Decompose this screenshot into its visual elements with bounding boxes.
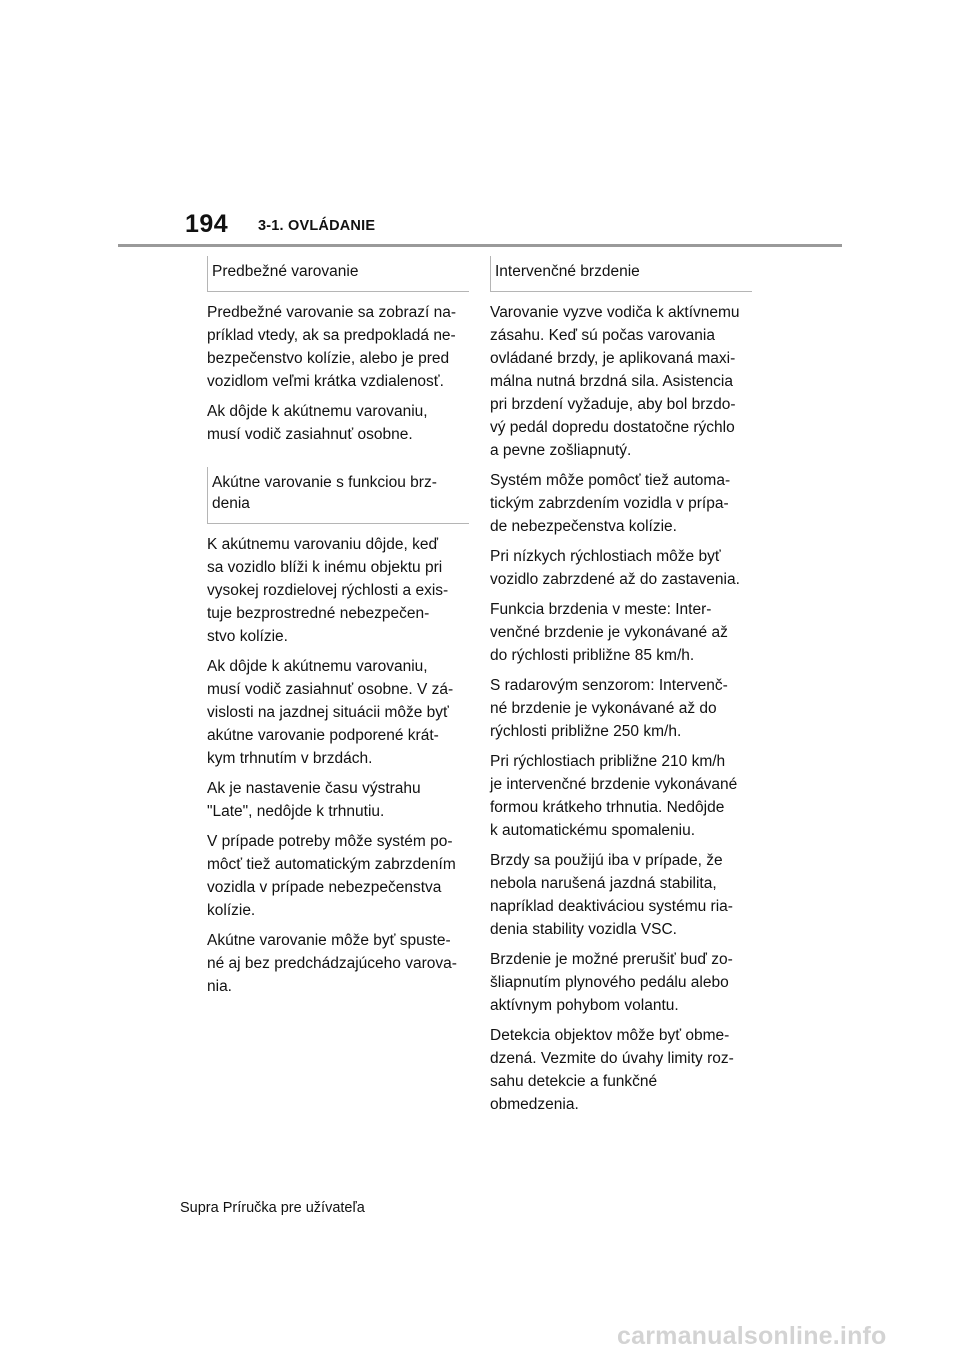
- paragraph: Ak je nastavenie času výstrahu "Late", nedôjde k trhnutiu.: [207, 780, 421, 820]
- paragraph: Pri rýchlostiach približne 210 km/h je intervenčné brzdenie vykonávané formou krátkeho trhnutia. Nedôjde k automatickému spomaleniu.: [490, 753, 738, 839]
- left-column: [207, 256, 469, 1005]
- paragraph: Varovanie vyzve vodiča k aktívnemu zásahu. Keď sú počas varovania ovládané brzdy, je aplikovaná maxi- málna nutná brzdná sila. Asistencia pri brzdení vyžaduje, aby bol brzdo- vý pedál dopredu dostatočne rýchlo a pevne zošliapnutý.: [490, 304, 740, 459]
- right-column: [490, 256, 752, 1123]
- paragraph: K akútnemu varovaniu dôjde, keď sa vozidlo blíži k inému objektu pri vysokej rozdielovej rýchlosti a exis- tuje bezprostredné nebezpečen- stvo kolízie.: [207, 536, 449, 645]
- paragraph: S radarovým senzorom: Intervenč- né brzdenie je vykonávané až do rýchlosti približne 250 km/h.: [490, 677, 728, 740]
- paragraph: Detekcia objektov môže byť obme- dzená. Vezmite do úvahy limity roz- sahu detekcie a funkčné obmedzenia.: [490, 1027, 734, 1113]
- subheading-acute-warning: Akútne varovanie s funkciou brz- denia: [207, 467, 469, 524]
- subheading-intervention-braking: Intervenčné brzdenie: [490, 256, 752, 292]
- watermark: carmanualsonline.info: [617, 1322, 887, 1350]
- paragraph: Systém môže pomôcť tiež automa- tickým zabrzdením vozidla v prípa- de nebezpečenstva kolízie.: [490, 472, 731, 535]
- subheading-pre-warning: Predbežné varovanie: [207, 256, 469, 292]
- footer-text: Supra Príručka pre užívateľa: [180, 1200, 365, 1216]
- paragraph: Funkcia brzdenia v meste: Inter- venčné brzdenie je vykonávané až do rýchlosti približne 85 km/h.: [490, 601, 728, 664]
- paragraph: Ak dôjde k akútnemu varovaniu, musí vodič zasiahnuť osobne. V zá- vislosti na jazdnej situácii môže byť akútne varovanie podporené krát- kym trhnutím v brzdách.: [207, 658, 454, 767]
- paragraph: Pri nízkych rýchlostiach môže byť vozidlo zabrzdené až do zastavenia.: [490, 548, 740, 588]
- paragraph: Predbežné varovanie sa zobrazí na- príklad vtedy, ak sa predpokladá ne- bezpečenstvo kolízie, alebo je pred vozidlom veľmi krátka vzdialenosť.: [207, 304, 457, 390]
- paragraph: Akútne varovanie môže byť spuste- né aj bez predchádzajúceho varova- nia.: [207, 932, 457, 995]
- paragraph: Ak dôjde k akútnemu varovaniu, musí vodič zasiahnuť osobne.: [207, 403, 428, 443]
- paragraph: V prípade potreby môže systém po- môcť tiež automatickým zabrzdením vozidla v prípade nebezpečenstva kolízie.: [207, 833, 456, 919]
- page-number: 194: [185, 210, 229, 238]
- section-title: 3-1. OVLÁDANIE: [258, 218, 376, 234]
- paragraph: Brzdenie je možné prerušiť buď zo- šliapnutím plynového pedálu alebo aktívnym pohybom volantu.: [490, 951, 733, 1014]
- paragraph: Brzdy sa použijú iba v prípade, že nebola narušená jazdná stabilita, napríklad deaktiváciou systému ria- denia stability vozidla VSC.: [490, 852, 733, 938]
- header-divider: [118, 244, 842, 247]
